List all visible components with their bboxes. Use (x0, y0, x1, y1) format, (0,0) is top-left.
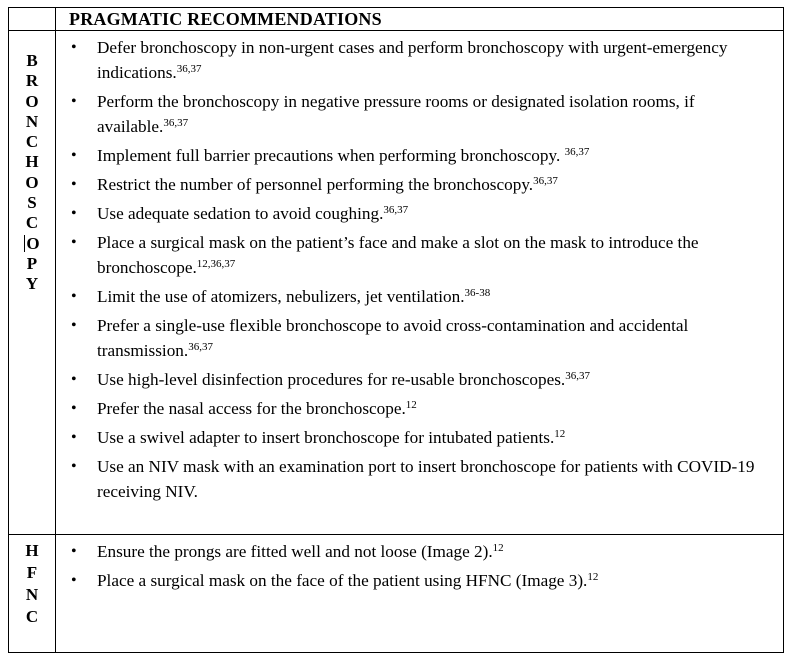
bronchoscopy-list (55, 35, 783, 508)
list-item: • Place a surgical mask on the face of the patient using HFNC (Image 3).$^{12}$ (55, 568, 783, 593)
list-item: • Limit the use of atomizers, nebulizers, jet ventilation.$^{36-38}$ (55, 284, 783, 309)
list-item: • Place a surgical mask on the patient’s face and make a slot on the mask to introduce the bronchoscope.$^{12,36,37}$ (55, 230, 783, 280)
list-item: • Use high-level disinfection procedures for re-usable bronchoscopes.$^{36,37}$ (55, 367, 783, 392)
list-item: • Restrict the number of personnel performing the bronchoscopy.$^{36,37}$ (55, 172, 783, 197)
list-item: • Perform the bronchoscopy in negative pressure rooms or designated isolation rooms, if available.$^{36,37}$ (55, 89, 783, 139)
list-item: • Implement full barrier precautions when performing bronchoscopy. $^{36,37}$ (55, 143, 783, 168)
list-item: • Use a swivel adapter to insert bronchoscope for intubated patients.$^{12}$ (55, 425, 783, 450)
list-item: • Prefer the nasal access for the bronchoscope.$^{12}$ (55, 396, 783, 421)
header-divider (9, 30, 783, 31)
section-label-bronchoscopy: B R O N C H O S C O P Y (25, 51, 40, 294)
list-item: • Use adequate sedation to avoid coughing.$^{36,37}$ (55, 201, 783, 226)
section-label-hfnc: H F N C (25, 541, 39, 626)
table-header: PRAGMATIC RECOMMENDATIONS (69, 9, 382, 29)
recommendations-table (8, 7, 784, 653)
section-divider (9, 534, 783, 535)
list-item: • Prefer a single-use flexible bronchoscope to avoid cross-contamination and accidental transmission.$^{36,37}$ (55, 313, 783, 363)
list-item: • Use an NIV mask with an examination port to insert bronchoscope for patients with COVID-19 receiving NIV. (55, 454, 783, 504)
list-item: • Defer bronchoscopy in non-urgent cases and perform bronchoscopy with urgent-emergency indications.$^{36,37}$ (55, 35, 783, 85)
hfnc-list (55, 539, 783, 597)
list-item: • Ensure the prongs are fitted well and not loose (Image 2).$^{12}$ (55, 539, 783, 564)
